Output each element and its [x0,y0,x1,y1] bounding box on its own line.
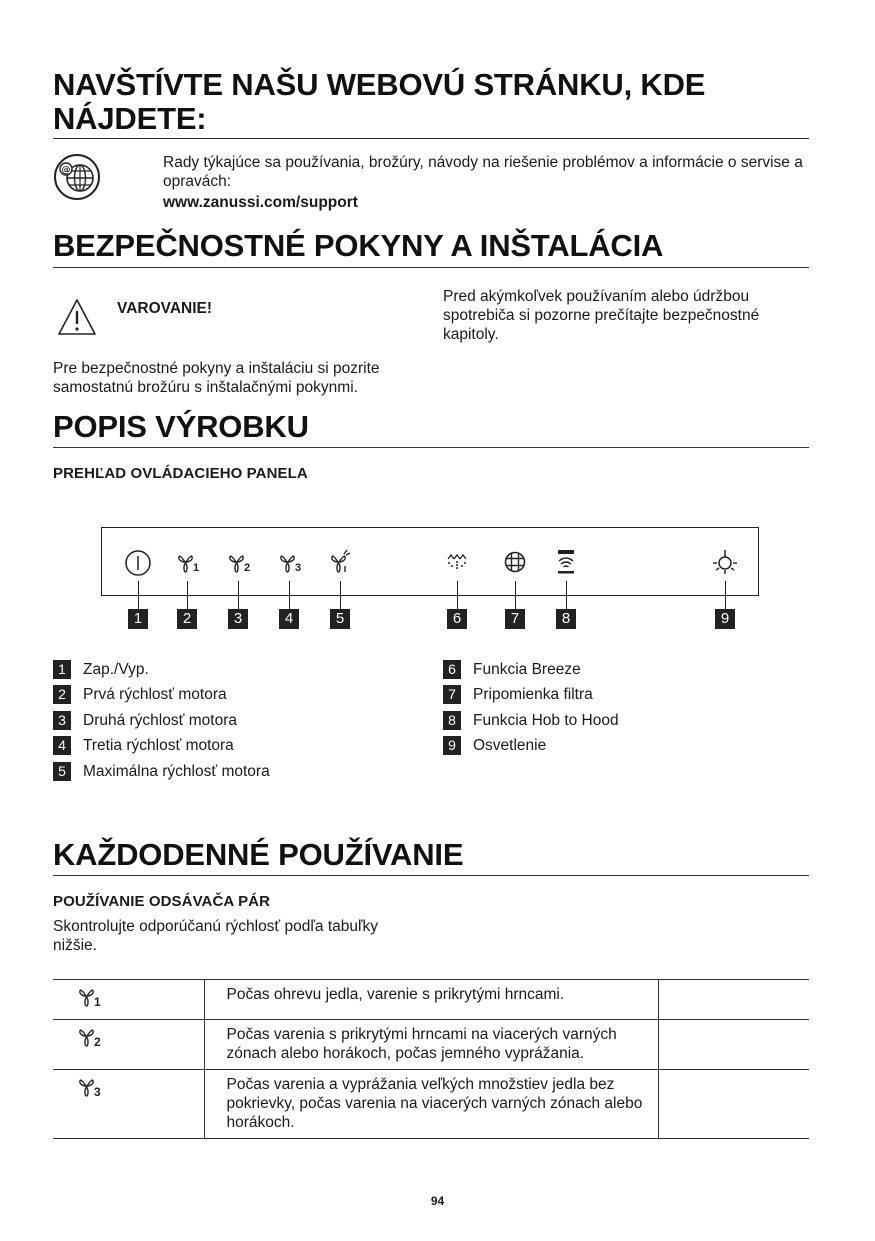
table-cell-icon [53,1070,204,1139]
speed-table [53,979,809,1139]
fan-digit: 3 [94,1085,101,1099]
leader-line [515,581,516,609]
table-row [53,1070,809,1139]
svg-text:@: @ [61,165,71,176]
callout-number: 3 [228,609,248,629]
warning-triangle-icon [56,297,98,337]
fan-speed-1-icon [77,985,194,1011]
legend-number: 1 [53,660,71,679]
table-row [53,980,809,1020]
legend-label: Funkcia Breeze [473,661,581,678]
legend-number: 6 [443,660,461,679]
callout-number: 1 [128,609,148,629]
support-link[interactable]: www.zanussi.com/support [163,194,358,211]
legend-label: Maximálna rýchlosť motora [83,763,270,780]
table-cell-empty [658,1070,809,1139]
fan-digit: 2 [244,562,251,574]
hood-usage-intro: Skontrolujte odporúčanú rýchlosť podľa tabuľky nižšie. [53,918,379,954]
callout-number: 5 [330,609,350,629]
table-cell-text: Počas ohrevu jedla, varenie s prikrytými hrncami. [204,980,658,1020]
callout-number: 9 [715,609,735,629]
callout-number: 7 [505,609,525,629]
leader-line [340,581,341,609]
callout-number: 2 [177,609,197,629]
legend-label: Prvá rýchlosť motora [83,686,227,703]
legend-label: Druhá rýchlosť motora [83,712,237,729]
divider [53,267,809,268]
power-icon[interactable] [124,549,152,577]
website-section-title-line2: NÁJDETE: [53,101,207,136]
legend-label: Tretia rýchlosť motora [83,737,234,754]
website-section-title-line1: NAVŠTÍVTE NAŠU WEBOVÚ STRÁNKU, KDE [53,67,706,102]
hob-to-hood-icon[interactable] [555,549,577,575]
leader-line [457,581,458,609]
legend-label: Pripomienka filtra [473,686,593,703]
fan-speed-2-icon [77,1025,194,1051]
legend-number: 5 [53,762,71,781]
fan-speed-3-icon [77,1075,194,1101]
hood-usage-subtitle: POUŽÍVANIE ODSÁVAČA PÁR [53,893,271,910]
legend-number: 7 [443,685,461,704]
safety-section-title: BEZPEČNOSTNÉ POKYNY A INŠTALÁCIA [53,228,664,263]
safety-note: Pre bezpečnostné pokyny a inštaláciu si pozrite samostatnú brožúru s inštalačnými pokynmi. [53,360,380,396]
legend-label: Osvetlenie [473,737,547,754]
product-section-title: POPIS VÝROBKU [53,409,309,444]
table-cell-text: Počas varenia s prikrytými hrncami na viacerých varných zónach alebo horákoch, počas jemného vyprážania. [204,1020,658,1070]
divider [53,447,809,448]
divider [53,875,809,876]
fan-digit: 1 [193,562,200,574]
legend-number: 3 [53,711,71,730]
legend-label: Funkcia Hob to Hood [473,712,619,729]
leader-line [138,581,139,609]
table-cell-empty [658,980,809,1020]
fan-digit: 1 [94,995,101,1009]
legend-label: Zap./Vyp. [83,661,149,678]
light-bulb-icon[interactable] [711,548,739,576]
leader-line [566,581,567,609]
page-number: 94 [430,1194,445,1208]
legend-number: 2 [53,685,71,704]
legend-number: 4 [53,736,71,755]
table-cell-empty [658,1020,809,1070]
warning-text: Pred akýmkoľvek používaním alebo údržbou spotrebiča si pozorne prečítajte bezpečnostné kapitoly. [443,288,760,343]
callout-number: 6 [447,609,467,629]
control-panel-subtitle: PREHĽAD OVLÁDACIEHO PANELA [53,465,308,482]
table-row [53,1020,809,1070]
fan-speed-3-icon[interactable] [278,551,304,575]
divider [53,138,809,139]
leader-line [289,581,290,609]
legend-number: 9 [443,736,461,755]
filter-grid-icon[interactable] [504,551,526,573]
globe-at-icon [53,153,101,201]
fan-speed-max-icon[interactable] [329,549,353,575]
website-description: Rady týkajúce sa používania, brožúry, návody na riešenie problémov a informácie o servise a opravách: [163,154,803,190]
callout-number: 4 [279,609,299,629]
leader-line [238,581,239,609]
fan-speed-2-icon[interactable] [227,551,253,575]
fan-speed-1-icon[interactable] [176,551,202,575]
breeze-icon[interactable] [445,551,469,573]
leader-line [187,581,188,609]
callout-number: 8 [556,609,576,629]
daily-use-section-title: KAŽDODENNÉ POUŽÍVANIE [53,837,464,872]
table-cell-text: Počas varenia a vyprážania veľkých množstiev jedla bez pokrievky, počas varenia na viacerých varných zónach alebo horákoch. [204,1070,658,1139]
legend-number: 8 [443,711,461,730]
table-cell-icon [53,1020,204,1070]
fan-digit: 2 [94,1035,101,1049]
warning-label: VAROVANIE! [117,300,213,317]
table-cell-icon [53,980,204,1020]
leader-line [725,581,726,609]
fan-digit: 3 [295,562,302,574]
